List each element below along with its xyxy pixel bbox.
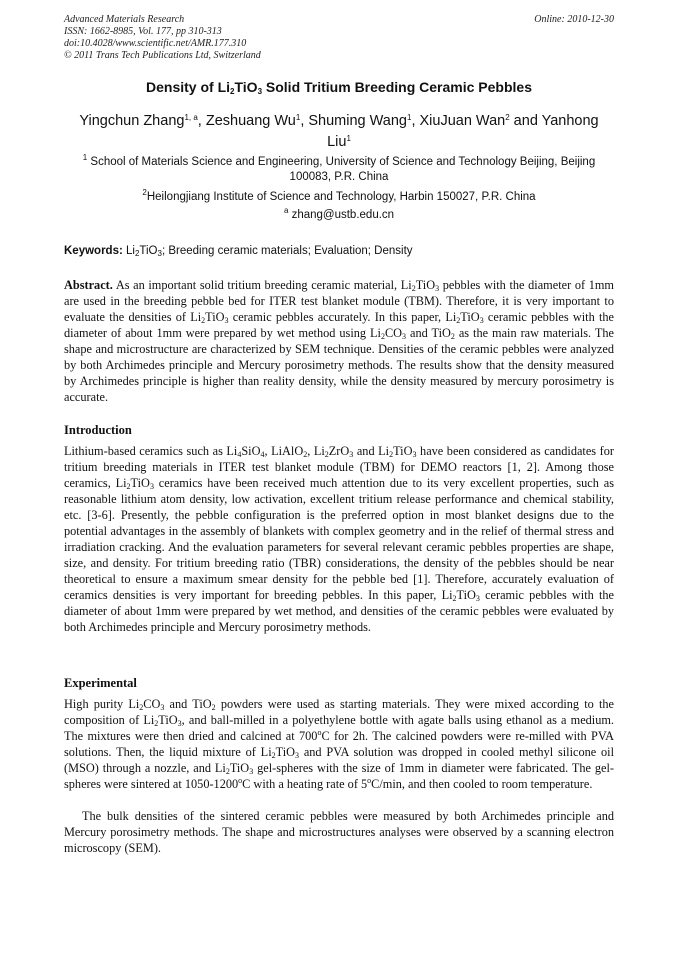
contact-email: $^a$ zhang@ustb.edu.cn bbox=[283, 206, 395, 221]
introduction-paragraph: Lithium-based ceramics such as $Li_4SiO_4$, LiAlO$_2$, $Li_2ZrO_3$ and $Li_2TiO_3$ have been considered as candidates for tritium breeding materials in ITER test blanket module (TBM) for DEMO reactors [1, 2]. Among those ceramics, $Li_2TiO_3$ ceramics have been received much attention due to its very excellent properties, such as reasonable lithium atom density, low activation, excellent tritium release performance and chemical stability, etc. [3-6]. Presently, the pebble configuration is the preferred option in most blanket designs due to the potential advantages in the assembly of blankets with complex geometry and in the relief of thermal stress and irradiation cracking. And the evaluation parameters for several relevant ceramic pebbles properties are shape, size, and density. For tritium breeding ratio (TBR) considerations, the density of the pebbles should be near theoretical to ensure a maximum smear density for the pebble bed [1]. Therefore, accurately evaluation of ceramics densities is very important for breeding pebbles. In this paper, $Li_2TiO_3$ ceramic pebbles with the diameter of about 1mm were prepared by wet method, and densities of the ceramic pebbles were evaluated by both Archimedes principle and Mercury porosimetry methods. bbox=[64, 444, 615, 634]
issn-line: ISSN: 1662-8985, Vol. 177, pp 310-313 bbox=[64, 26, 222, 37]
experimental-paragraph-1: High purity $Li_2CO_3$ and TiO$_2$ powders were used as starting materials. They were mixed according to the composition of $Li_2TiO_3$, and ball-milled in a polyethylene bottle with agate balls using ethanol as a medium. The mixtures were then dried and calcined at 700$^o$C for 2h. The calcined powders were re-milled with PVA solutions. Then, the liquid mixture of $Li_2TiO_3$ and PVA solution was dropped in cooled methyl silicone oil (MSO) through a nozzle, and $Li_2TiO_3$ gel-spheres with the size of 1mm in diameter were fabricated. The gel-spheres were sintered at 1050-1200$^o$C with a heating rate of 5$^o$C/min, and then cooled to room temperature. bbox=[64, 697, 615, 791]
section-heading-introduction: Introduction bbox=[64, 423, 132, 437]
journal-name: Advanced Materials Research bbox=[64, 14, 185, 25]
keywords: Keywords: $Li_2TiO_3$; Breeding ceramic materials; Evaluation; Density bbox=[64, 245, 413, 258]
online-date: Online: 2010-12-30 bbox=[534, 14, 614, 25]
affiliation-1: $^1$ School of Materials Science and Engineering, University of Science and Technology Beijing, Beijing 100083, P.R. China bbox=[82, 153, 596, 183]
abstract: Abstract. As an important solid tritium breeding ceramic material, $Li_2TiO_3$ pebbles with the diameter of 1mm are used in the breeding pebble bed for ITER test blanket module (TBM). Therefore, it is very important to evaluate the densities of $Li_2TiO_3$ ceramic pebbles accurately. In this paper, $Li_2TiO_3$ ceramic pebbles with the diameter of about 1mm were prepared by wet method using $Li_2CO_3$ and TiO$_2$ as the main raw materials. The shape and microstructure are characterized by SEM technique. Densities of the ceramic pebbles were analyzed by both Archimedes principle and Mercury porosimetry methods. The results show that the density measured by Archimedes principle is higher than reality density, while the density measured by mercury porosimetry is accurate. bbox=[64, 278, 614, 404]
copyright-line: © 2011 Trans Tech Publications Ltd, Switzerland bbox=[64, 50, 261, 61]
experimental-paragraph-2: The bulk densities of the sintered ceramic pebbles were measured by both Archimedes principle and Mercury porosimetry methods. The shape and microstructures analyses were observed by a scanning electron microscopy (SEM). bbox=[64, 809, 614, 855]
journal-header bbox=[64, 14, 261, 62]
affiliation-2: $^2$Heilongjiang Institute of Science and Technology, Harbin 150027, P.R. China bbox=[142, 188, 536, 203]
author-list: Yingchun Zhang$^{1, a}$, Zeshuang Wu$^1$, Shuming Wang$^1$, XiuJuan Wan$^2$ and Yanhong Liu$^1$ bbox=[79, 113, 599, 150]
doi-line: doi:10.4028/www.scientific.net/AMR.177.310 bbox=[64, 38, 247, 49]
paper-title: Density of $Li_2TiO_3$ Solid Tritium Breeding Ceramic Pebbles bbox=[146, 79, 532, 96]
section-heading-experimental: Experimental bbox=[64, 676, 137, 690]
